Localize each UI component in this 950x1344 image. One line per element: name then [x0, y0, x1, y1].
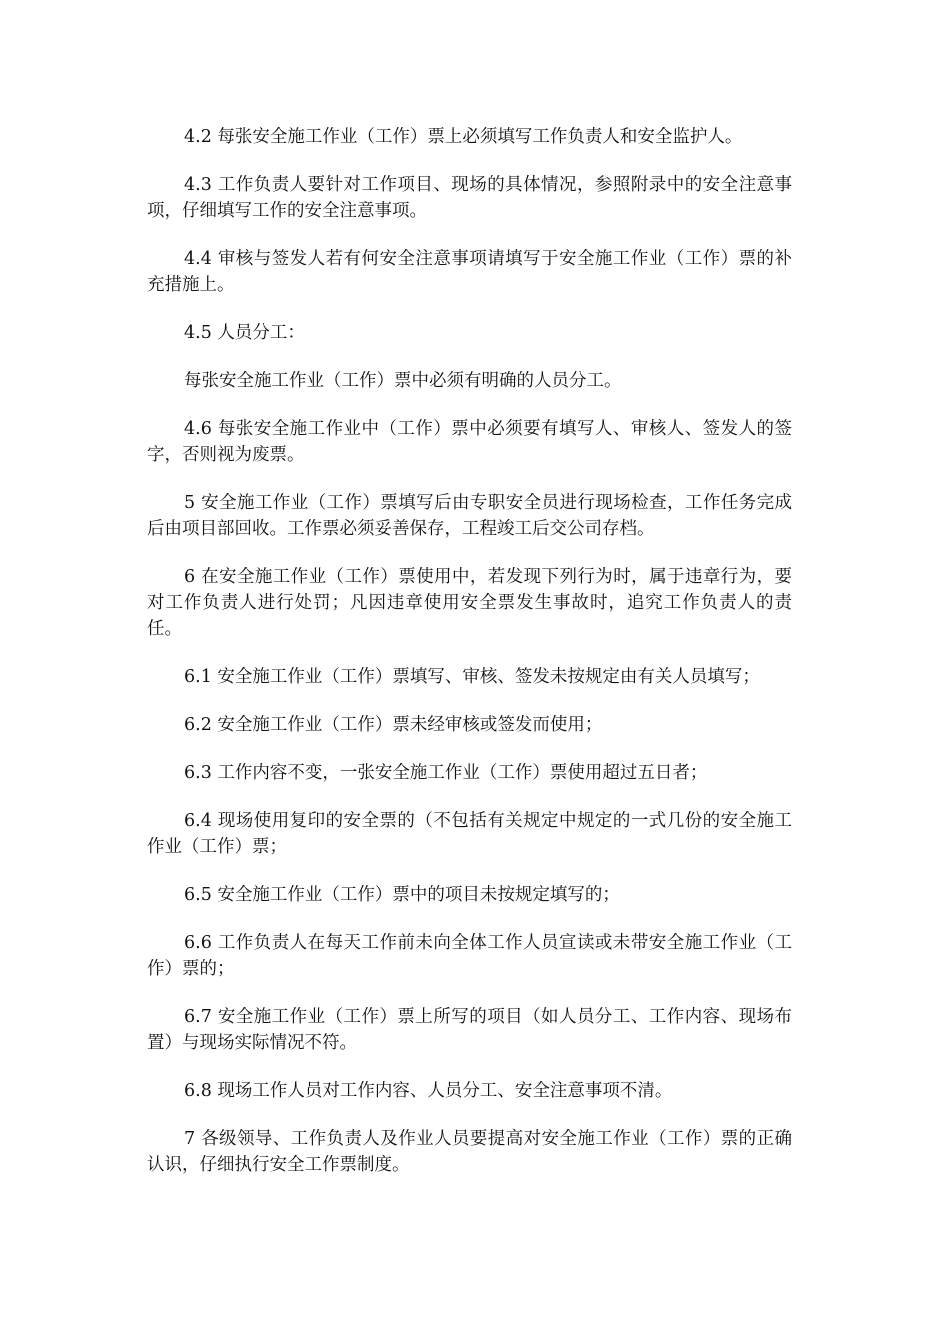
document-body	[147, 124, 792, 1178]
paragraph-6-8: 6.8 现场工作人员对工作内容、人员分工、安全注意事项不清。	[184, 1081, 673, 1101]
paragraph-6-6: 6.6 工作负责人在每天工作前未向全体工作人员宣读或未带安全施工作业（工作）票的；	[147, 933, 792, 979]
paragraph-6-2: 6.2 安全施工作业（工作）票未经审核或签发而使用；	[184, 715, 603, 735]
paragraph-4-2: 4.2 每张安全施工作业（工作）票上必须填写工作负责人和安全监护人。	[184, 127, 743, 147]
paragraph-7: 7 各级领导、工作负责人及作业人员要提高对安全施工作业（工作）票的正确认识，仔细执行安全工作票制度。	[147, 1129, 792, 1175]
paragraph-4-4: 4.4 审核与签发人若有何安全注意事项请填写于安全施工作业（工作）票的补充措施上。	[147, 249, 792, 295]
paragraph-4-3: 4.3 工作负责人要针对工作项目、现场的具体情况，参照附录中的安全注意事项，仔细填写工作的安全注意事项。	[147, 175, 792, 221]
paragraph-6-5: 6.5 安全施工作业（工作）票中的项目未按规定填写的；	[184, 885, 620, 905]
paragraph-5: 5 安全施工作业（工作）票填写后由专职安全员进行现场检查，工作任务完成后由项目部回收。工作票必须妥善保存，工程竣工后交公司存档。	[147, 493, 792, 539]
paragraph-6-7: 6.7 安全施工作业（工作）票上所写的项目（如人员分工、工作内容、现场布置）与现场实际情况不符。	[147, 1007, 792, 1053]
paragraph-4-6: 4.6 每张安全施工作业中（工作）票中必须要有填写人、审核人、签发人的签字，否则视为废票。	[147, 419, 792, 465]
paragraph-6: 6 在安全施工作业（工作）票使用中，若发现下列行为时，属于违章行为，要对工作负责人进行处罚；凡因违章使用安全票发生事故时，追究工作负责人的责任。	[147, 567, 792, 639]
paragraph-6-3: 6.3 工作内容不变，一张安全施工作业（工作）票使用超过五日者；	[184, 763, 708, 783]
paragraph-4-5: 4.5 人员分工：	[184, 323, 305, 343]
paragraph-6-1: 6.1 安全施工作业（工作）票填写、审核、签发未按规定由有关人员填写；	[184, 667, 760, 687]
paragraph-6-4: 6.4 现场使用复印的安全票的（不包括有关规定中规定的一式几份的安全施工作业（工作）票；	[147, 811, 792, 857]
paragraph-4-5-detail: 每张安全施工作业（工作）票中必须有明确的人员分工。	[184, 371, 622, 391]
